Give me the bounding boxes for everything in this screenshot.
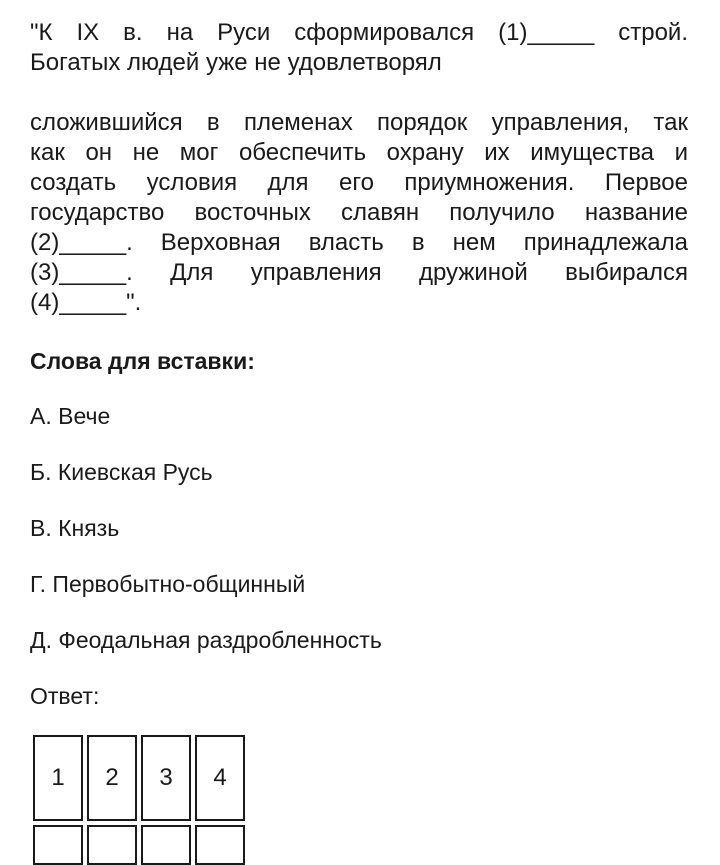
- answer-header-1: 1: [33, 735, 83, 821]
- text-line: создать условия для его приумножения. Первое: [30, 169, 688, 196]
- answer-cell-4[interactable]: [195, 825, 245, 865]
- text-line: (2)_____. Верховная власть в нем принадлежала: [30, 229, 688, 256]
- paragraph-1: [30, 18, 688, 78]
- option-b: Б. Киевская Русь: [30, 459, 213, 485]
- option-d: Д. Феодальная раздробленность: [30, 627, 382, 653]
- option-a: А. Вече: [30, 403, 111, 429]
- answer-cell-2[interactable]: [87, 825, 137, 865]
- text-line: (4)_____".: [30, 289, 142, 316]
- task-text: [30, 18, 688, 711]
- answer-header-2: 2: [87, 735, 137, 821]
- paragraph-2: [30, 108, 688, 318]
- answer-label: Ответ:: [30, 683, 100, 709]
- answer-header-3: 3: [141, 735, 191, 821]
- answer-cell-3[interactable]: [141, 825, 191, 865]
- text-line: Богатых людей уже не удовлетворял: [30, 49, 442, 76]
- option-v: В. Князь: [30, 515, 120, 541]
- text-line: как он не мог обеспечить охрану их имущества и: [30, 139, 688, 166]
- text-line: сложившийся в племенах порядок управления, так: [30, 109, 688, 136]
- text-line: "К IX в. на Руси сформировался (1)_____ строй.: [30, 19, 688, 46]
- answer-cell-1[interactable]: [33, 825, 83, 865]
- answer-header-4: 4: [195, 735, 245, 821]
- words-heading: Слова для вставки:: [30, 348, 255, 374]
- text-line: государство восточных славян получило название: [30, 199, 688, 226]
- option-g: Г. Первобытно-общинный: [30, 571, 306, 597]
- text-line: (3)_____. Для управления дружиной выбирался: [30, 259, 688, 286]
